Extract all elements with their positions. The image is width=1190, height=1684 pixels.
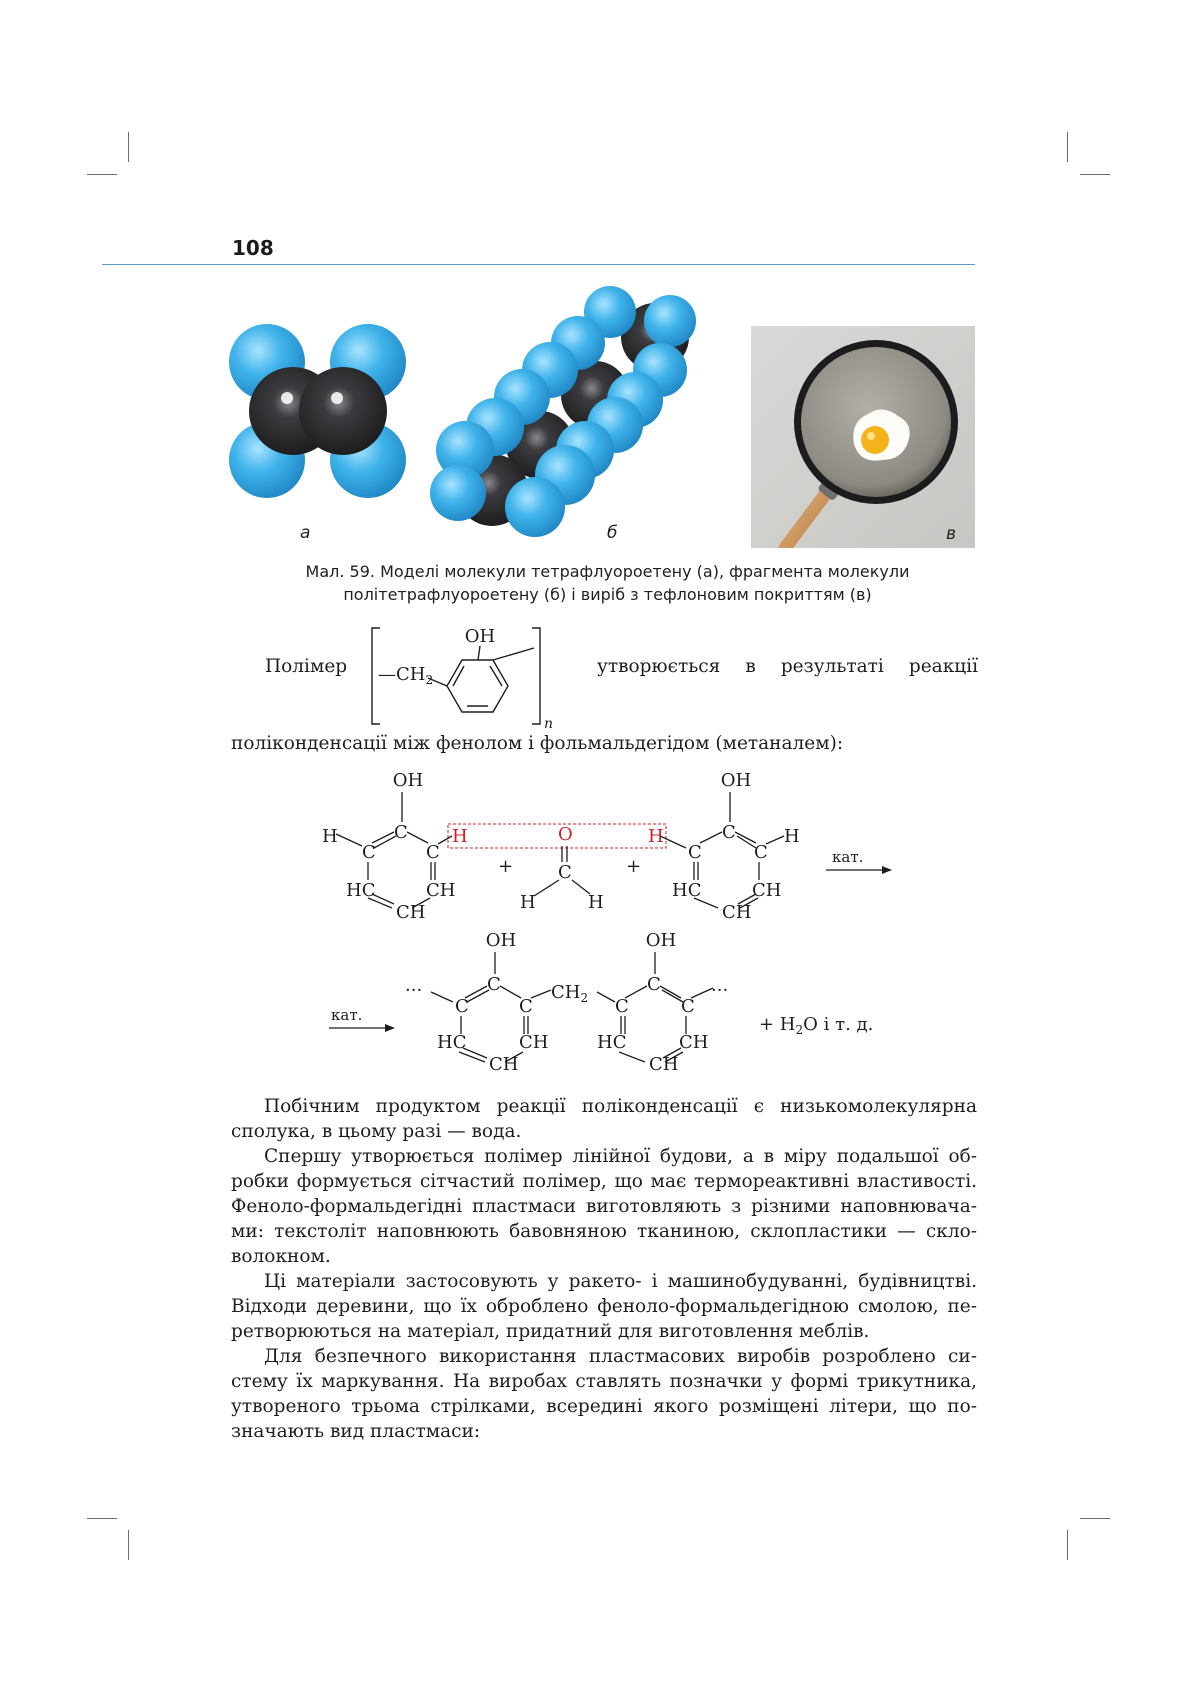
reactant1-c-left: C — [362, 842, 376, 863]
paragraph-line: стему їх маркування. На виробах ставлять позначки у формі трикутника, — [231, 1371, 977, 1392]
svg-text:CH2 — [551, 982, 588, 1005]
product-c-r1: C — [519, 996, 533, 1017]
reactant1-h-highlight: H — [452, 826, 468, 847]
formaldehyde-h-right: H — [588, 892, 604, 913]
product-oh-right: OH — [645, 930, 677, 951]
crop-mark — [1067, 1530, 1068, 1560]
reactant2-c-left: C — [688, 842, 702, 863]
crop-mark — [128, 132, 129, 162]
polymer-ch2: —CH — [378, 664, 426, 685]
paragraph-line: Відходи деревини, що їх оброблено феноло-формальдегідною смолою, пе- — [231, 1296, 977, 1317]
plus-sign: + — [498, 856, 514, 877]
crop-mark — [128, 1530, 129, 1560]
paragraph-line: ретворюються на матеріал, придатний для виготовлення меблів. — [231, 1321, 870, 1342]
reactant2-ch-right: CH — [752, 880, 782, 901]
paragraph-line: значають вид пластмаси: — [231, 1421, 481, 1442]
product-ch-left: CH — [519, 1032, 549, 1053]
product-water: + H — [759, 1014, 796, 1035]
figure-label-c: в — [946, 524, 957, 544]
chain-dots-left: ··· — [405, 980, 423, 1001]
paragraph-line: Побічним продуктом реакції поліконденсації є низькомолекулярна — [264, 1096, 977, 1117]
product-ch-bottom-right: CH — [649, 1054, 679, 1074]
paragraph-line: сполука, в цьому разі — вода. — [231, 1121, 522, 1142]
product-hc-right: HC — [597, 1032, 627, 1053]
product-c-l1: C — [455, 996, 469, 1017]
paragraph-line: Феноло-формальдегідні пластмаси виготовляють з різними наповнювача- — [231, 1196, 977, 1217]
crop-mark — [1067, 132, 1068, 162]
product-hc-left: HC — [437, 1032, 467, 1053]
paragraph-line: волокном. — [231, 1246, 331, 1267]
crop-mark — [1080, 1518, 1110, 1519]
reactant2-c-top: C — [722, 822, 736, 843]
polymer-sentence-rest: утворюється в результаті реакції — [597, 656, 978, 677]
product-ch2-sub: 2 — [580, 991, 589, 1005]
product-c-top-left: C — [487, 974, 501, 995]
polycondensation-reaction-product — [325, 924, 905, 1074]
plus-sign: + — [626, 856, 642, 877]
formaldehyde-o: O — [558, 824, 573, 845]
teflon-pan-photo — [751, 326, 975, 548]
paragraph-line: ми: текстоліт наповнюють бавовняною тканиною, склопластики — скло- — [231, 1221, 977, 1242]
reactant2-h-highlight: H — [648, 826, 664, 847]
polymer-sentence-line2: поліконденсації між фенолом і фольмальдегідом (метаналем): — [231, 733, 844, 754]
phenol-formaldehyde-polymer-formula — [368, 620, 568, 732]
polymer-ch2-sub: 2 — [425, 673, 434, 687]
figure-caption — [230, 560, 985, 606]
page-number: 108 — [232, 236, 274, 260]
polycondensation-reaction-reactants — [310, 762, 900, 932]
figure-label-a: а — [300, 523, 311, 543]
svg-text:+ H2O і т. д. — [759, 1014, 873, 1037]
polymer-word: Полімер — [265, 656, 348, 677]
reactant2-c-right: C — [754, 842, 768, 863]
reactant1-ch-right: CH — [426, 880, 456, 901]
reactant2-oh: OH — [720, 770, 752, 791]
ptfe-fragment-model — [430, 285, 720, 545]
crop-mark — [87, 1518, 117, 1519]
tetrafluoroethene-model — [225, 320, 415, 500]
product-c-l2: C — [615, 996, 629, 1017]
product-water-sub: 2 — [795, 1023, 804, 1037]
paragraph-line: Спершу утворюється полімер лінійної будови, а в міру подальшої об- — [264, 1146, 977, 1167]
polymer-n: n — [544, 716, 554, 732]
paragraph-2 — [231, 1144, 977, 1269]
crop-mark — [1080, 174, 1110, 175]
catalyst-label: кат. — [832, 848, 864, 866]
formaldehyde-c: C — [558, 862, 572, 883]
reactant1-oh: OH — [392, 770, 424, 791]
reactant1-ch-bottom: CH — [396, 902, 426, 923]
reactant2-h: H — [784, 826, 800, 847]
reactant1-hc: HC — [346, 880, 376, 901]
paragraph-line: Ці матеріали застосовують у ракето- і машинобудуванні, будівництві. — [264, 1271, 977, 1292]
paragraph-line: Для безпечного використання пластмасових виробів розроблено си- — [264, 1346, 977, 1367]
reactant1-c-top: C — [394, 822, 408, 843]
caption-line: Мал. 59. Моделі молекули тетрафлуороетену (а), фрагмента молекули — [305, 562, 910, 581]
product-c-r2: C — [681, 996, 695, 1017]
formaldehyde-h-left: H — [520, 892, 536, 913]
header-rule — [102, 264, 975, 265]
product-oh-left: OH — [485, 930, 517, 951]
crop-mark — [87, 174, 117, 175]
paragraph-3 — [231, 1269, 977, 1344]
caption-line: політетрафлуороетену (б) і виріб з тефлоновим покриттям (в) — [343, 585, 872, 604]
chain-dots-right: ··· — [711, 980, 729, 1001]
catalyst-label: кат. — [331, 1006, 363, 1024]
polymer-oh: OH — [464, 626, 496, 647]
figure-label-b: б — [607, 523, 618, 543]
paragraph-4 — [231, 1344, 977, 1444]
paragraph-1 — [231, 1094, 977, 1144]
svg-text:—CH2 — [378, 664, 433, 687]
reactant1-c-right: C — [426, 842, 440, 863]
product-water-rest: O і т. д. — [803, 1014, 874, 1035]
product-ch-bottom-left: CH — [489, 1054, 519, 1074]
reactant2-hc: HC — [672, 880, 702, 901]
product-c-top-right: C — [647, 974, 661, 995]
product-ch2: CH — [551, 982, 581, 1003]
paragraph-line: робки формується сітчастий полімер, що має термореактивні властивості. — [231, 1171, 977, 1192]
reactant2-ch-bottom: CH — [722, 902, 752, 923]
paragraph-line: утвореного трьома стрілками, всередині якого розміщені літери, що по- — [231, 1396, 977, 1417]
reactant1-h: H — [322, 826, 338, 847]
product-ch-right: CH — [679, 1032, 709, 1053]
